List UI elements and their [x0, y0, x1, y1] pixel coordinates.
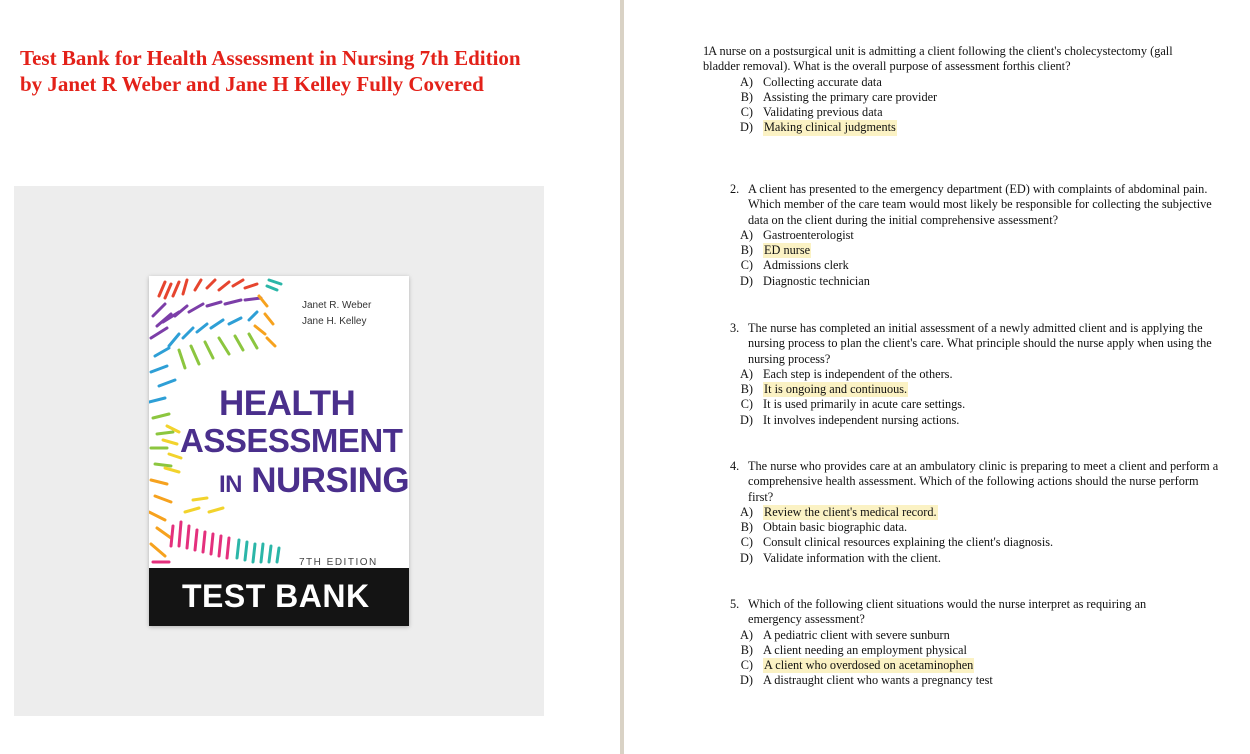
option-highlighted: D) Making clinical judgments: [740, 120, 896, 135]
left-page: [0, 0, 620, 754]
document-title: Test Bank for Health Assessment in Nursing 7th Edition by Janet R Weber and Jane H Kelley Fully Covered: [20, 46, 521, 96]
author-2: Jane H. Kelley: [302, 316, 367, 327]
option: A) A pediatric client with severe sunburn: [740, 627, 950, 642]
option: B) A client needing an employment physical: [740, 642, 967, 657]
option: A) Each step is independent of the others.: [740, 366, 953, 381]
option: D) A distraught client who wants a pregnancy test: [740, 673, 993, 688]
question-1-stem: A nurse on a postsurgical unit is admitting a client following the client's cholecystectomy (gall bladder removal). What is the overall purpose of assessment forthis client?: [703, 44, 1173, 74]
book-title-line-1: HEALTH: [219, 384, 356, 423]
question-5-options: [728, 628, 1225, 689]
book-authors: [302, 298, 371, 330]
book-cover-image: [149, 276, 409, 626]
option-highlighted: B) It is ongoing and continuous.: [740, 382, 908, 397]
question-4-options: [728, 505, 1225, 566]
option: A) Collecting accurate data: [740, 74, 882, 89]
question-1-number: 1: [703, 44, 710, 58]
question-2: [730, 182, 1225, 289]
option: B) Assisting the primary care provider: [740, 89, 938, 104]
option: B) Obtain basic biographic data.: [740, 520, 908, 535]
question-3-number: 3.: [730, 321, 740, 335]
question-3: [730, 321, 1225, 428]
option: D) Diagnostic technician: [740, 273, 870, 288]
option-highlighted: B) ED nurse: [740, 243, 811, 258]
option: C) Admissions clerk: [740, 258, 849, 273]
book-cover-panel: [14, 186, 544, 716]
book-title-in: IN: [219, 471, 242, 498]
question-5: [730, 597, 1225, 689]
book-title-line-3: [219, 461, 409, 501]
option-highlighted: A) Review the client's medical record.: [740, 504, 937, 519]
question-5-number: 5.: [730, 597, 740, 611]
author-1: Janet R. Weber: [302, 300, 372, 311]
option: D) Validate information with the client.: [740, 550, 941, 565]
question-4: [730, 459, 1225, 566]
question-5-stem: Which of the following client situations would the nurse interpret as requiring an emergency assessment?: [748, 597, 1147, 627]
option: D) It involves independent nursing actions.: [740, 412, 960, 427]
question-1: [624, 44, 1224, 136]
option-highlighted: C) A client who overdosed on acetaminophen: [740, 658, 974, 673]
question-2-number: 2.: [730, 182, 740, 196]
test-bank-banner-text: TEST BANK: [182, 578, 370, 614]
question-4-number: 4.: [730, 459, 740, 473]
question-3-options: [728, 367, 1225, 428]
question-2-options: [728, 228, 1225, 289]
question-2-stem: A client has presented to the emergency department (ED) with complaints of abdominal pain. Which member of the care team would most likely be responsible for collecting the subjective data on the client during the initial comprehensive assessment?: [748, 182, 1212, 227]
question-3-stem: The nurse has completed an initial assessment of a newly admitted client and is applying the nursing process to plan the client's care. What principle should the nurse apply when using the nursing process?: [748, 321, 1212, 366]
test-bank-banner: [149, 568, 409, 626]
option: C) Validating previous data: [740, 105, 883, 120]
question-1-options: [728, 75, 1224, 136]
option: A) Gastroenterologist: [740, 227, 854, 242]
book-title-nursing: NURSING: [251, 461, 409, 500]
book-edition: 7TH EDITION: [299, 557, 378, 568]
question-4-stem: The nurse who provides care at an ambulatory clinic is preparing to meet a client and perform a comprehensive health assessment. Which of the following actions should the nurse perform first?: [748, 459, 1219, 504]
right-page: [624, 0, 1250, 754]
option: C) It is used primarily in acute care settings.: [740, 397, 966, 412]
option: C) Consult clinical resources explaining the client's diagnosis.: [740, 535, 1054, 550]
book-title-line-2: ASSESSMENT: [180, 422, 403, 459]
